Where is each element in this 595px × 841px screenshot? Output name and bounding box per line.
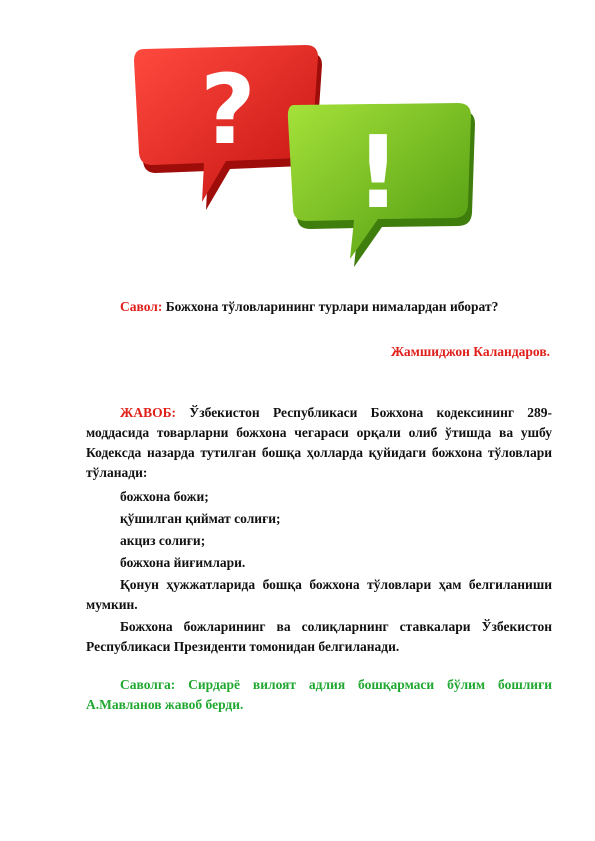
question-text: Божхона тўловларининг турлари нималардан иборат? (162, 299, 499, 314)
list-item: божхона йиғимлари. (120, 555, 246, 570)
answer-section (86, 403, 552, 715)
answer-intro-paragraph (86, 403, 552, 483)
answer-paragraph-3: Божхона божларининг ва солиқларнинг ставкалари Ўзбекистон Республикаси Президенти томонидан белгиланади. (86, 619, 552, 654)
list-item: акциз солиғи; (120, 533, 206, 548)
exclamation-mark-icon: ! (355, 114, 401, 231)
speech-bubbles-graphic (110, 35, 500, 270)
question-mark-icon: ? (200, 54, 256, 166)
question-label: Савол: (120, 299, 163, 314)
green-exclamation-bubble (288, 103, 475, 267)
author-name: Жамшиджон Каландаров. (390, 344, 550, 359)
answer-label: ЖАВОБ: (120, 405, 177, 420)
answer-paragraph-2: Қонун ҳужжатларида бошқа божхона тўловлари ҳам белгиланиши мумкин. (86, 577, 552, 612)
answer-intro-text: Ўзбекистон Республикаси Божхона кодексининг 289-моддасида товарларни божхона чегараси орқали олиб ўтишда ва ушбу Кодексда назарда тутилган бошқа ҳолларда қуйидаги божхона тўловлари тўланади: (86, 405, 552, 480)
footer-note: Саволга: Сирдарё вилоят адлия бошқармаси бўлим бошлиғи А.Мавланов жавоб берди. (86, 677, 552, 712)
list-item: божхона божи; (120, 489, 209, 504)
question-line (120, 299, 498, 315)
question-answer-illustration (110, 35, 500, 270)
list-item: қўшилган қиймат солиғи; (120, 511, 281, 526)
